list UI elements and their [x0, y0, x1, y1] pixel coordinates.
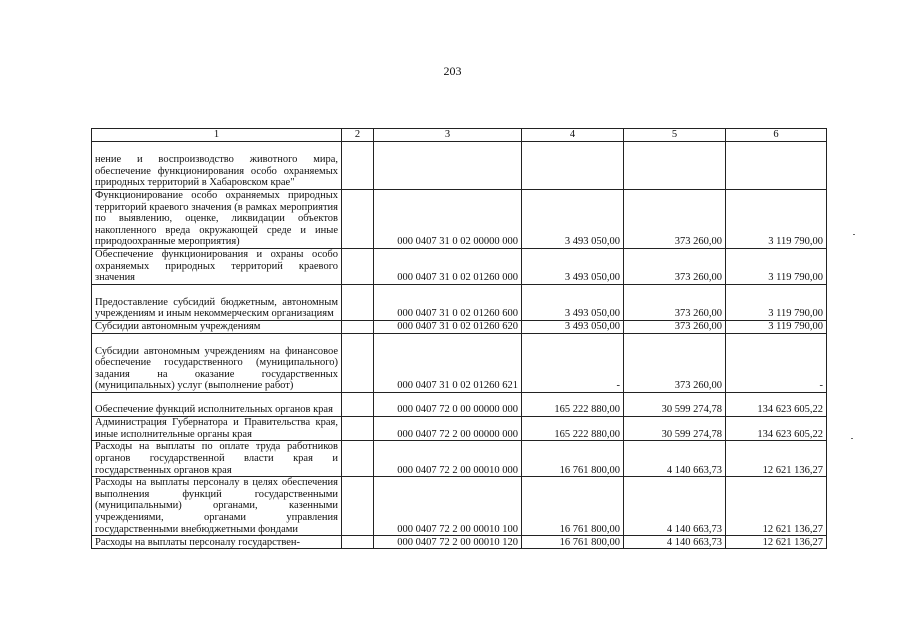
row-col2: [342, 321, 374, 334]
row-value-6: 134 623 605,22: [726, 417, 827, 441]
table-row: [92, 393, 827, 417]
row-value-4: -: [522, 334, 624, 393]
row-name: Обеспечение функций исполнительных органов края: [92, 393, 342, 417]
row-value-4: [522, 142, 624, 190]
row-value-4: 165 222 880,00: [522, 417, 624, 441]
row-name: Субсидии автономным учреждениям: [92, 321, 342, 334]
row-value-6: 12 621 136,27: [726, 536, 827, 549]
row-col2: [342, 334, 374, 393]
row-col2: [342, 393, 374, 417]
row-col2: [342, 477, 374, 536]
row-value-5: 373 260,00: [624, 190, 726, 249]
row-value-4: 165 222 880,00: [522, 393, 624, 417]
column-header-5: 5: [624, 129, 726, 142]
row-value-4: 3 493 050,00: [522, 285, 624, 321]
column-header-1: 1: [92, 129, 342, 142]
row-code: 000 0407 31 0 02 01260 621: [374, 334, 522, 393]
row-value-4: 16 761 800,00: [522, 441, 624, 477]
row-value-6: 134 623 605,22: [726, 393, 827, 417]
row-value-6: 3 119 790,00: [726, 285, 827, 321]
table-row: [92, 249, 827, 285]
row-value-6: 3 119 790,00: [726, 190, 827, 249]
table-row: [92, 190, 827, 249]
row-code: 000 0407 72 2 00 00000 000: [374, 417, 522, 441]
row-col2: [342, 190, 374, 249]
row-col2: [342, 142, 374, 190]
row-col2: [342, 249, 374, 285]
page-number: 203: [443, 64, 462, 78]
row-code: 000 0407 72 2 00 00010 000: [374, 441, 522, 477]
row-col2: [342, 417, 374, 441]
row-value-6: 12 621 136,27: [726, 441, 827, 477]
row-value-6: [726, 142, 827, 190]
row-value-5: 373 260,00: [624, 249, 726, 285]
row-col2: [342, 536, 374, 549]
table-row: [92, 285, 827, 321]
row-value-5: 30 599 274,78: [624, 417, 726, 441]
row-code: 000 0407 31 0 02 01260 000: [374, 249, 522, 285]
row-name: Обеспечение функционирования и охраны особо охраняемых природных территорий краевого значения: [92, 249, 342, 285]
table-row: [92, 417, 827, 441]
row-name: нение и воспроизводство животного мира, обеспечение функционирования особо охраняемых природных территорий в Хабаровском крае": [92, 142, 342, 190]
column-header-4: 4: [522, 129, 624, 142]
row-code: 000 0407 31 0 02 00000 000: [374, 190, 522, 249]
row-value-4: 3 493 050,00: [522, 190, 624, 249]
scan-speck: [851, 438, 853, 439]
row-name: Субсидии автономным учреждениям на финансовое обеспечение государственного (муниципального) задания на оказание государственных (муниципальных) услуг (выполнение работ): [92, 334, 342, 393]
row-value-5: 373 260,00: [624, 285, 726, 321]
column-header-6: 6: [726, 129, 827, 142]
row-name: Расходы на выплаты персоналу в целях обеспечения выполнения функций государственными (муниципальными) органами, казенными учреждениями, органами управления государственными внебюджетными фондами: [92, 477, 342, 536]
row-value-4: 3 493 050,00: [522, 321, 624, 334]
table-row: [92, 334, 827, 393]
row-code: [374, 142, 522, 190]
row-value-6: 3 119 790,00: [726, 249, 827, 285]
table-row: [92, 142, 827, 190]
row-col2: [342, 441, 374, 477]
row-value-5: 4 140 663,73: [624, 536, 726, 549]
row-name: Функционирование особо охраняемых природных территорий краевого значения (в рамках мероприятия по выявлению, оценке, ликвидации объектов накопленного вреда окружающей среде и иные природоохранные мероприятия): [92, 190, 342, 249]
column-header-3: 3: [374, 129, 522, 142]
row-col2: [342, 285, 374, 321]
row-value-6: 12 621 136,27: [726, 477, 827, 536]
row-value-4: 3 493 050,00: [522, 249, 624, 285]
row-name: Расходы на выплаты персоналу государствен-: [92, 536, 342, 549]
row-name: Предоставление субсидий бюджетным, автономным учреждениям и иным некоммерческим организациям: [92, 285, 342, 321]
row-value-5: 30 599 274,78: [624, 393, 726, 417]
budget-table: [91, 128, 827, 549]
row-value-4: 16 761 800,00: [522, 536, 624, 549]
row-value-5: 4 140 663,73: [624, 477, 726, 536]
column-header-2: 2: [342, 129, 374, 142]
row-name: Администрация Губернатора и Правительства края, иные исполнительные органы края: [92, 417, 342, 441]
row-value-6: -: [726, 334, 827, 393]
scan-speck: [853, 234, 855, 235]
table-header-row: [92, 129, 827, 142]
row-value-6: 3 119 790,00: [726, 321, 827, 334]
row-code: 000 0407 31 0 02 01260 620: [374, 321, 522, 334]
row-value-5: 373 260,00: [624, 321, 726, 334]
row-code: 000 0407 31 0 02 01260 600: [374, 285, 522, 321]
row-code: 000 0407 72 0 00 00000 000: [374, 393, 522, 417]
table-row: [92, 536, 827, 549]
table-row: [92, 321, 827, 334]
table-row: [92, 477, 827, 536]
row-code: 000 0407 72 2 00 00010 120: [374, 536, 522, 549]
row-value-5: 4 140 663,73: [624, 441, 726, 477]
row-value-5: 373 260,00: [624, 334, 726, 393]
row-value-5: [624, 142, 726, 190]
row-code: 000 0407 72 2 00 00010 100: [374, 477, 522, 536]
row-name: Расходы на выплаты по оплате труда работников органов государственной власти края и государственных органов края: [92, 441, 342, 477]
table-row: [92, 441, 827, 477]
row-value-4: 16 761 800,00: [522, 477, 624, 536]
